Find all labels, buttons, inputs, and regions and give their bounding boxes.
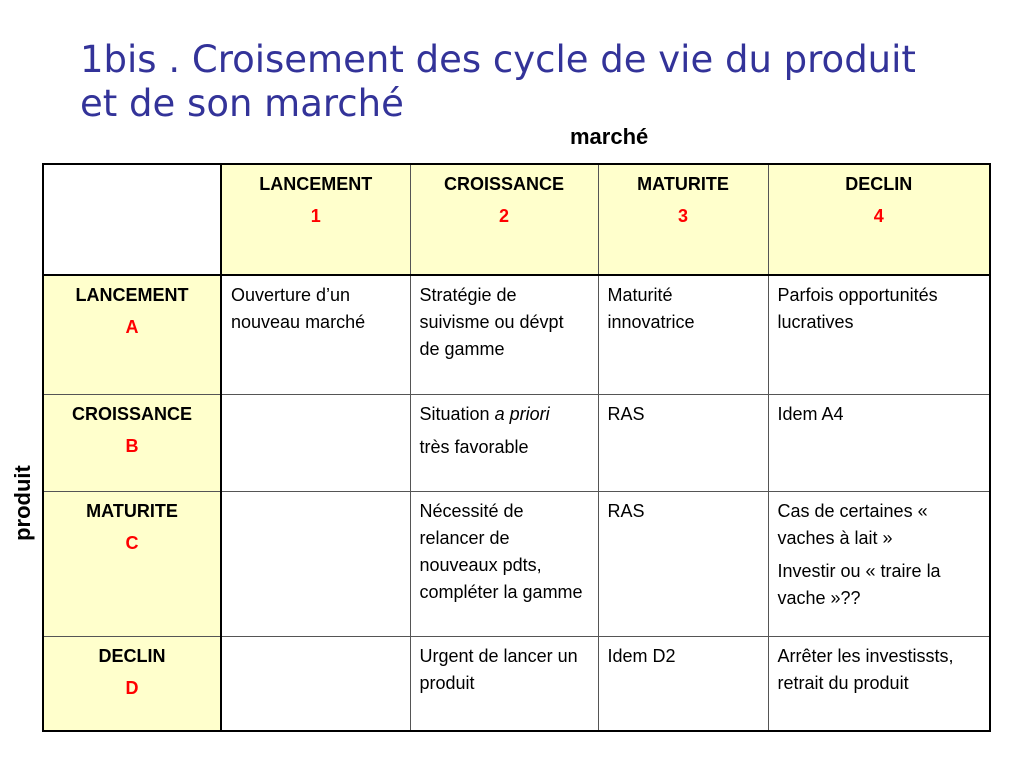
- cell-text: Arrêter les investissts, retrait du produit: [777, 645, 954, 693]
- col-header-number: 3: [677, 206, 688, 226]
- cell-text: Parfois opportunités lucratives: [777, 285, 938, 332]
- row-header-letter: B: [125, 435, 139, 456]
- cell-b2: [410, 394, 598, 491]
- cell-text: Stratégie de suivisme ou dévpt de gamme: [419, 285, 564, 359]
- cell-text: Cas de certaines « vaches à lait »: [777, 500, 928, 548]
- cell-text: Ouverture d’un nouveau marché: [231, 285, 366, 332]
- cell-a4: [768, 275, 990, 394]
- col-header-number: 4: [873, 206, 884, 226]
- cell-text-italic: a priori: [494, 403, 550, 424]
- axis-label-product: produit: [10, 465, 35, 541]
- title-line-1: 1bis . Croisement des cycle de vie du produit: [80, 38, 916, 81]
- row-header-letter: A: [125, 317, 139, 337]
- cell-text: Maturité innovatrice: [607, 285, 695, 332]
- row-header-label: CROISSANCE: [71, 403, 192, 424]
- col-header-declin: [768, 164, 990, 275]
- table-row-maturite: [43, 491, 990, 636]
- cell-b3: [598, 394, 768, 491]
- axis-label-product-wrap: [8, 420, 36, 590]
- cell-text: Idem D2: [607, 645, 676, 666]
- row-header-label: MATURITE: [86, 500, 178, 521]
- cell-a3: [598, 275, 768, 394]
- cell-d4: [768, 636, 990, 731]
- col-header-label: DECLIN: [845, 174, 913, 194]
- col-header-croissance: [410, 164, 598, 275]
- cell-text: Investir ou « traire la vache »??: [777, 560, 941, 608]
- slide-title: [80, 38, 916, 126]
- col-header-label: LANCEMENT: [259, 174, 373, 194]
- row-header-lancement: [43, 275, 221, 394]
- cell-b1: [221, 394, 410, 491]
- header-row: [43, 164, 990, 275]
- cell-text: RAS: [607, 403, 645, 424]
- table-row-lancement: [43, 275, 990, 394]
- row-header-letter: D: [125, 677, 139, 698]
- row-header-declin: [43, 636, 221, 731]
- cell-c2: [410, 491, 598, 636]
- cell-text: Idem A4: [777, 403, 844, 424]
- lifecycle-matrix: [42, 163, 991, 732]
- cell-c4: [768, 491, 990, 636]
- row-header-letter: C: [125, 532, 139, 553]
- axis-label-market: marché: [570, 124, 649, 149]
- row-header-maturite: [43, 491, 221, 636]
- cell-text: très favorable: [419, 436, 529, 457]
- cell-text: RAS: [607, 500, 645, 521]
- cell-d1: [221, 636, 410, 731]
- cell-text: Nécessité de relancer de nouveaux pdts, compléter la gamme: [419, 500, 583, 602]
- cell-a2: [410, 275, 598, 394]
- col-header-label: MATURITE: [637, 174, 729, 194]
- cell-text: Urgent de lancer un produit: [419, 645, 578, 693]
- cell-b4: [768, 394, 990, 491]
- cell-c1: [221, 491, 410, 636]
- table-row-croissance: [43, 394, 990, 491]
- col-header-lancement: [221, 164, 410, 275]
- cell-d3: [598, 636, 768, 731]
- cell-d2: [410, 636, 598, 731]
- col-header-maturite: [598, 164, 768, 275]
- title-line-2: et de son marché: [80, 82, 404, 125]
- col-header-number: 1: [310, 206, 321, 226]
- table-row-declin: [43, 636, 990, 731]
- row-header-croissance: [43, 394, 221, 491]
- cell-text: [420, 401, 589, 428]
- cell-c3: [598, 491, 768, 636]
- col-header-number: 2: [498, 206, 509, 226]
- row-header-label: LANCEMENT: [75, 285, 189, 305]
- col-header-label: CROISSANCE: [443, 174, 564, 194]
- row-header-label: DECLIN: [98, 645, 166, 666]
- cell-a1: [221, 275, 410, 394]
- corner-cell: [43, 164, 221, 275]
- cell-text-part: Situation: [419, 403, 495, 424]
